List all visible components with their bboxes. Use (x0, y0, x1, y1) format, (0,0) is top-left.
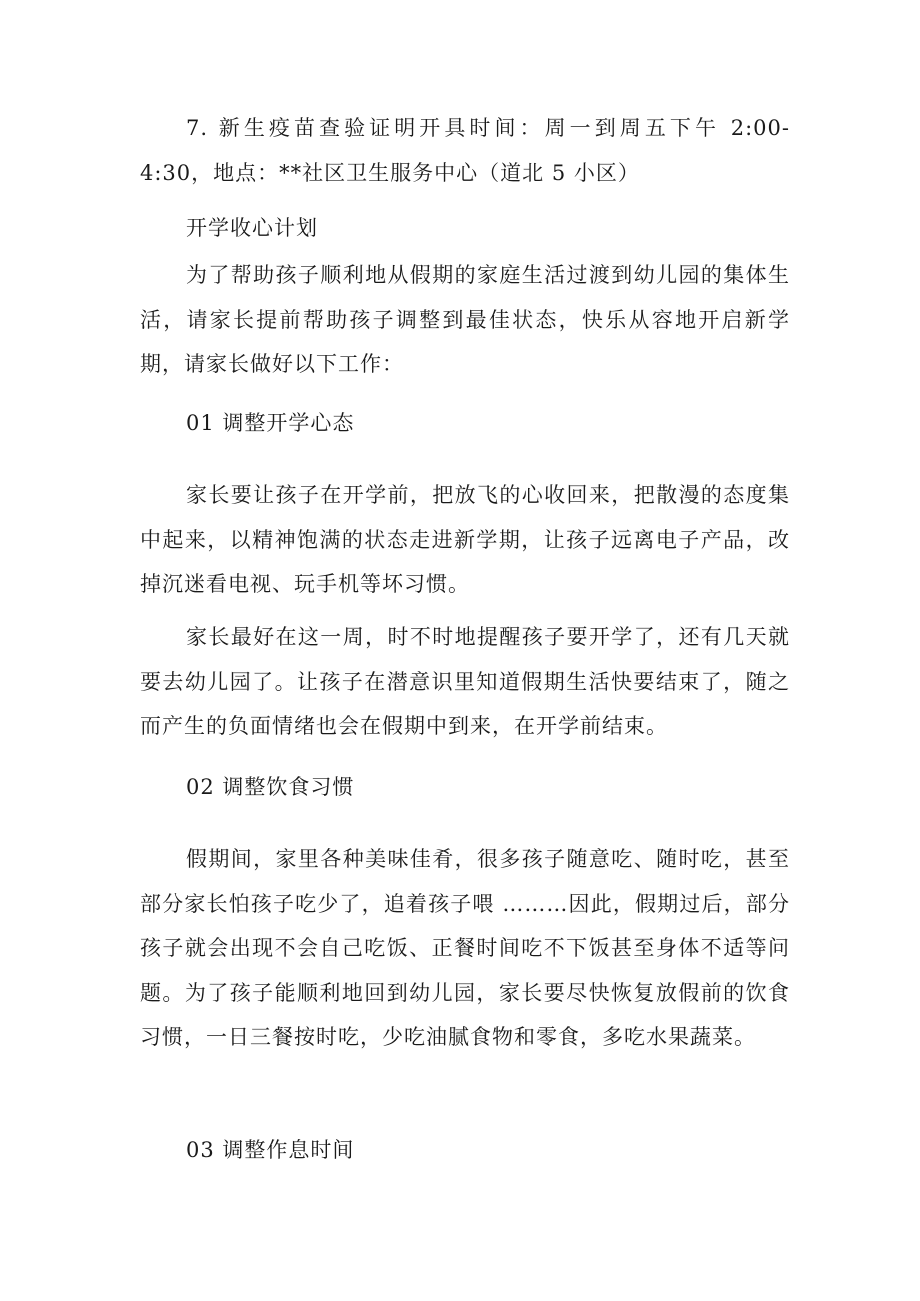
section-01-paragraph-2: 家长最好在这一周，时不时地提醒孩子要开学了，还有几天就要去幼儿园了。让孩子在潜意识里知道假期生活快要结束了，随之而产生的负面情绪也会在假期中到来，在开学前结束。 (140, 625, 790, 738)
intro-paragraph: 为了帮助孩子顺利地从假期的家庭生活过渡到幼儿园的集体生活，请家长提前帮助孩子调整到最佳状态，快乐从容地开启新学期，请家长做好以下工作： (140, 263, 790, 376)
section-02-title: 02 调整饮食习惯 (186, 775, 355, 799)
section-01-title: 01 调整开学心态 (186, 411, 355, 435)
section-02-paragraph-1: 假期间，家里各种美味佳肴，很多孩子随意吃、随时吃，甚至部分家长怕孩子吃少了，追着孩子喂 ………因此，假期过后，部分孩子就会出现不会自己吃饭、正餐时间吃不下饭甚至身体不适等问题。为了孩子能顺利地回到幼儿园，家长要尽快恢复放假前的饮食习惯，一日三餐按时吃，少吃油腻食物和零食，多吃水果蔬菜。 (140, 847, 790, 1049)
section-03-title: 03 调整作息时间 (186, 1138, 355, 1162)
plan-title: 开学收心计划 (186, 216, 318, 240)
section-01-paragraph-1: 家长要让孩子在开学前，把放飞的心收回来，把散漫的态度集中起来，以精神饱满的状态走进新学期，让孩子远离电子产品，改掉沉迷看电视、玩手机等坏习惯。 (140, 483, 790, 596)
vaccine-note-paragraph: 7. 新生疫苗查验证明开具时间：周一到周五下午 2:00-4:30，地点：**社区卫生服务中心（道北 5 小区） (140, 116, 790, 185)
